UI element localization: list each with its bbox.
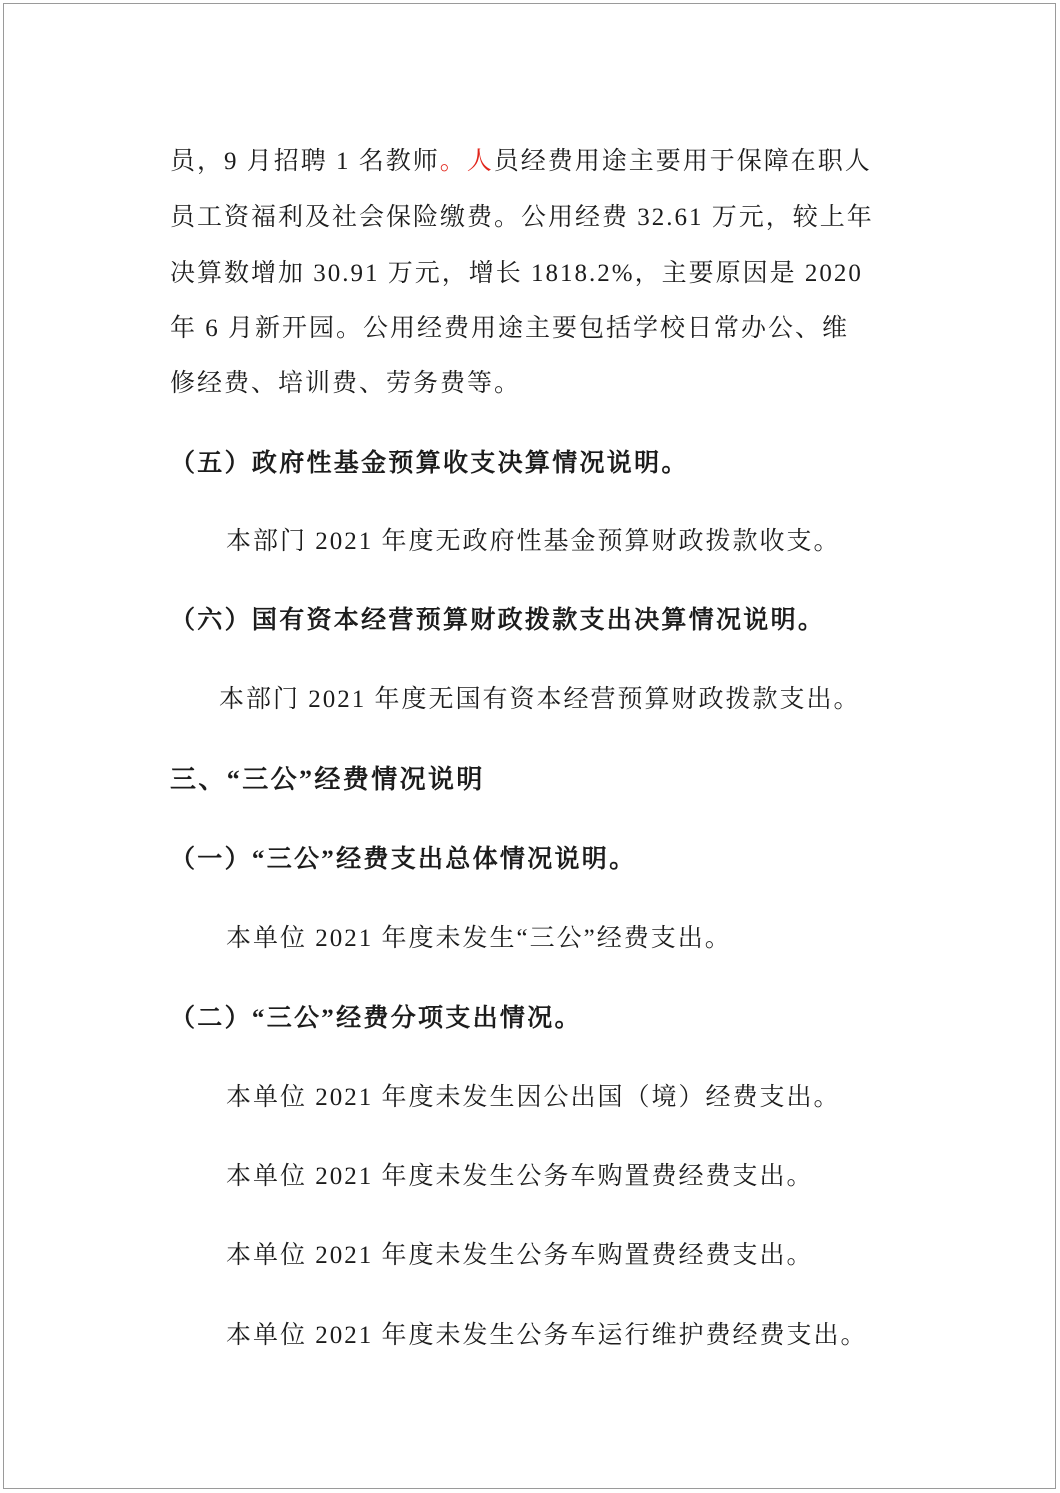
section-heading: （六）国有资本经营预算财政拨款支出决算情况说明。 — [170, 607, 826, 634]
subsection-item: 本单位 2021 年度未发生因公出国（境）经费支出。 — [226, 1084, 841, 1111]
paragraph-text: 员经费用途主要用于保障在职人 — [493, 148, 872, 175]
paragraph-line: 员工资福利及社会保险缴费。公用经费 32.61 万元，较上年 — [170, 204, 874, 231]
section-body: 本部门 2021 年度无政府性基金预算财政拨款收支。 — [226, 528, 841, 555]
section-body: 本部门 2021 年度无国有资本经营预算财政拨款支出。 — [219, 686, 861, 713]
paragraph-line — [170, 146, 872, 178]
subsection-body: 本单位 2021 年度未发生“三公”经费支出。 — [226, 925, 732, 952]
subsection-item: 本单位 2021 年度未发生公务车购置费经费支出。 — [226, 1242, 814, 1269]
subsection-heading: （二）“三公”经费分项支出情况。 — [170, 1005, 582, 1032]
paragraph-line: 修经费、培训费、劳务费等。 — [170, 370, 522, 397]
paragraph-line: 年 6 月新开园。公用经费用途主要包括学校日常办公、维 — [170, 315, 850, 342]
document-page — [3, 3, 1056, 1489]
subsection-item: 本单位 2021 年度未发生公务车运行维护费经费支出。 — [226, 1322, 868, 1349]
highlighted-text: 。人 — [439, 148, 494, 175]
part-heading: 三、“三公”经费情况说明 — [170, 765, 485, 794]
paragraph-text: 员，9 月招聘 1 名教师 — [170, 148, 440, 175]
section-heading: （五）政府性基金预算收支决算情况说明。 — [170, 450, 689, 477]
paragraph-line: 决算数增加 30.91 万元，增长 1818.2%，主要原因是 2020 — [170, 260, 863, 287]
subsection-item: 本单位 2021 年度未发生公务车购置费经费支出。 — [226, 1163, 814, 1190]
subsection-heading: （一）“三公”经费支出总体情况说明。 — [170, 846, 637, 873]
